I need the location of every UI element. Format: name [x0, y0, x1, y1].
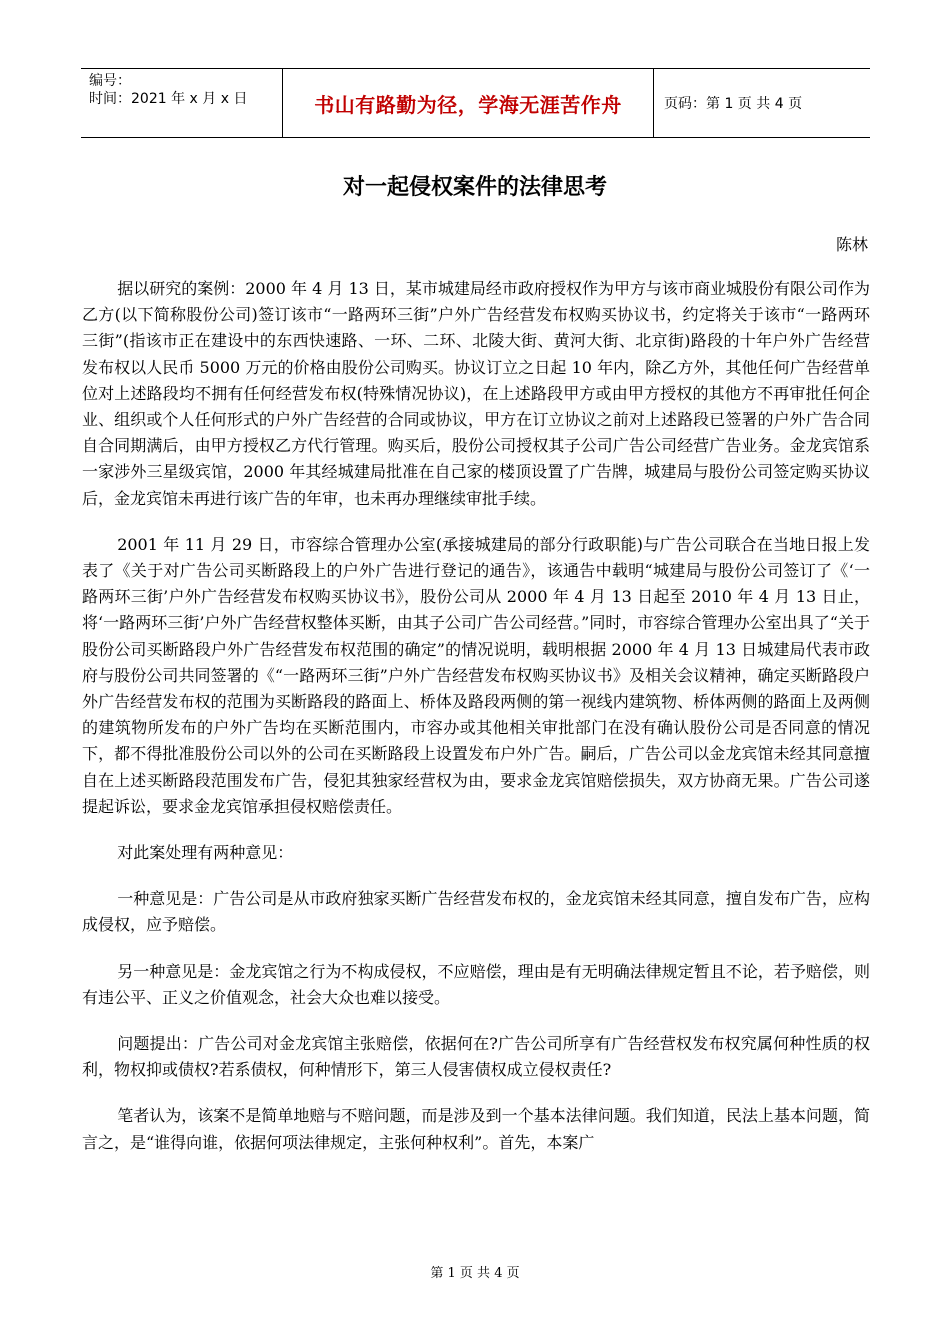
- document-time-label: 时间：2021 年 x 月 x 日: [89, 91, 248, 107]
- page-footer: 第 1 页 共 4 页: [430, 1266, 520, 1281]
- document-number-label: 编号：: [89, 73, 131, 89]
- body-paragraph-5: 另一种意见是：金龙宾馆之行为不构成侵权，不应赔偿，理由是有无明确法律规定暂且不论，若予赔偿，则有违公平、正义之价值观念，社会大众也难以接受。: [82, 961, 870, 1007]
- body-paragraph-6: 问题提出：广告公司对金龙宾馆主张赔偿，依据何在?广告公司所享有广告经营权发布权究属何种性质的权利，物权抑或债权?若系债权，何种情形下，第三人侵害债权成立侵权责任?: [82, 1034, 870, 1080]
- header-page-info: 页码：第 1 页 共 4 页: [664, 96, 803, 112]
- author-name: 陈林: [835, 235, 868, 254]
- body-paragraph-3: 对此案处理有两种意见：: [117, 843, 294, 863]
- document-header: [81, 68, 870, 138]
- header-meta: [81, 69, 283, 137]
- header-motto-cell: [283, 69, 654, 137]
- document-body: [82, 276, 870, 1176]
- body-paragraph-2: 2001 年 11 月 29 日，市容综合管理办公室(承接城建局的部分行政职能)与广告公司联合在当地日报上发表了《关于对广告公司买断路段上的户外广告进行登记的通告》，该通告中载明“城建局与股份公司签订了《‘一路两环三街’户外广告经营发布权购买协议书》，股份公司从 2000 年 4 月 13 日起至 2010 年 4 月 13 日止，将‘一路两环三街’户外广告经营权整体买断，由其子公司广告公司经营。”同时，市容综合管理办公室出具了“关于股份公司买断路段户外广告经营发布权范围的确定”的情况说明，载明根据 2000 年 4 月 13 日城建局代表市政府与股份公司共同签署的《“一路两环三街”户外广告经营发布权购买协议书》及相关会议精神，确定买断路段户外广告经营发布权的范围为买断路段的路面上、桥体及路段两侧的第一视线内建筑物、桥体两侧的路面上及两侧的建筑物所发布的户外广告均在买断范围内，市容办或其他相关审批部门在没有确认股份公司是否同意的情况下，都不得批准股份公司以外的公司在买断路段上设置发布户外广告。嗣后，广告公司以金龙宾馆未经其同意擅自在上述买断路段范围发布广告，侵犯其独家经营权为由，要求金龙宾馆赔偿损失，双方协商无果。广告公司遂提起诉讼，要求金龙宾馆承担侵权赔偿责任。: [82, 534, 870, 816]
- body-paragraph-7: 笔者认为，该案不是简单地赔与不赔问题，而是涉及到一个基本法律问题。我们知道，民法上基本问题，简言之，是“谁得向谁，依据何项法律规定，主张何种权利”。首先，本案广: [82, 1106, 870, 1152]
- document-title: 对一起侵权案件的法律思考: [342, 175, 607, 200]
- header-motto: 书山有路勤为径，学海无涯苦作舟: [314, 92, 622, 117]
- body-paragraph-4: 一种意见是：广告公司是从市政府独家买断广告经营发布权的，金龙宾馆未经其同意，擅自发布广告，应构成侵权，应予赔偿。: [82, 889, 870, 935]
- body-paragraph-1: 据以研究的案例：2000 年 4 月 13 日，某市城建局经市政府授权作为甲方与该市商业城股份有限公司作为乙方(以下简称股份公司)签订该市“一路两环三街”户外广告经营发布权购买协议书，约定将关于该市“一路两环三街”(指该市正在建设中的东西快速路、一环、二环、北陵大街、黄河大街、北京街)路段的十年户外广告经营发布权以人民币 5000 万元的价格由股份公司购买。协议订立之日起 10 年内，除乙方外，其他任何广告经营单位对上述路段均不拥有任何经营发布权(特殊情况协议)，在上述路段甲方或由甲方授权的其他方不再审批任何企业、组织或个人任何形式的户外广告经营的合同或协议，甲方在订立协议之前对上述路段已签署的户外广告合同自合同期满后，由甲方授权乙方代行管理。购买后，股份公司授权其子公司广告公司经营广告业务。金龙宾馆系一家涉外三星级宾馆，2000 年其经城建局批准在自己家的楼顶设置了广告牌，城建局与股份公司签定购买协议后，金龙宾馆未再进行该广告的年审，也未再办理继续审批手续。: [82, 279, 870, 508]
